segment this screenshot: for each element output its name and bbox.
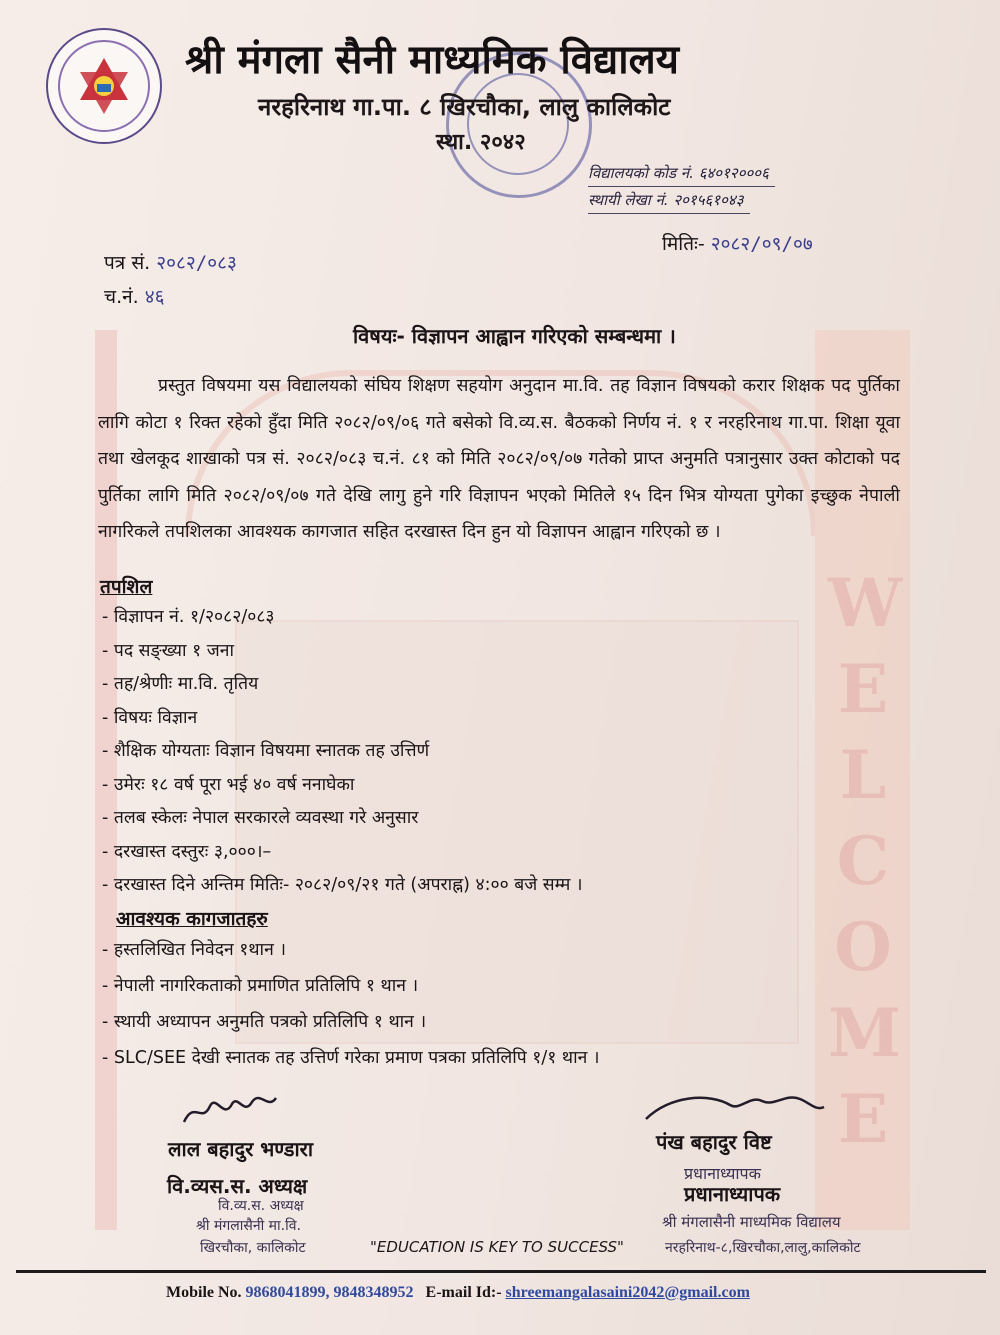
letter-body-text: प्रस्तुत विषयमा यस विद्यालयको संघिय शिक्षण सहयोग अनुदान मा.वि. तह विज्ञान विषयको करार शिक्षक पद पुर्तिका लागि कोटा १ रिक्त रहेको हुँदा मिति २०८२/०९/०६ गते बसेको वि.व्य.स. बैठकको निर्णय नं. १ र नरहरिनाथ गा.पा. शिक्षा यूवा तथा खेलकूद शाखाको पत्र सं. २०८२/०८३ च.नं. ८१ को मिति २०८२/०९/०७ गतेको प्राप्त अनुमति पत्रानुसार उक्त कोटाको पद पुर्तिका लागि मिति २०८२/०९/०७ गते देखि लागु हुने गरि विज्ञापन भएको मितिले १५ दिन भित्र योग्यता पुगेका इच्छुक नेपाली नागरिकले तपशिलका आवश्यक कागजात सहित दरखास्त दिन हुन यो विज्ञापन आह्वान गरिएको छ । bbox=[98, 376, 900, 542]
list-item: - स्थायी अध्यापन अनुमति पत्रको प्रतिलिपि १ थान । bbox=[102, 1012, 427, 1032]
chairperson-name: लाल बहादुर भण्डारा bbox=[168, 1137, 314, 1161]
account-number-label: स्थायी लेखा नं. bbox=[588, 191, 669, 209]
chairperson-role: वि.व्यस.स. अध्यक्ष bbox=[167, 1174, 308, 1198]
footer-contact bbox=[166, 1284, 750, 1302]
school-code-label: विद्यालयको कोड नं. bbox=[588, 164, 694, 182]
list-item: - विषयः विज्ञान bbox=[102, 707, 198, 728]
list-item: - दरखास्त दस्तुरः ३,०००।– bbox=[102, 841, 272, 862]
headteacher-stamp-line-1: श्री मंगलासैनी माध्यमिक विद्यालय bbox=[662, 1213, 841, 1231]
list-item: - दरखास्त दिने अन्तिम मितिः- २०८२/०९/२१ गते (अपराह्न) ४:०० बजे सम्म । bbox=[102, 875, 583, 895]
list-item: - शैक्षिक योग्यताः विज्ञान विषयमा स्नातक तह उत्तिर्ण bbox=[102, 741, 430, 761]
letter-date bbox=[662, 230, 813, 256]
mobile-numbers: 9868041899, 9848348952 bbox=[245, 1284, 414, 1301]
letter-reference bbox=[104, 246, 237, 314]
letter-subject: विषयः- विज्ञापन आह्वान गरिएको सम्बन्धमा । bbox=[353, 324, 676, 348]
list-item: - नेपाली नागरिकताको प्रमाणित प्रतिलिपि १ थान । bbox=[102, 976, 419, 996]
details-heading: तपशिल bbox=[100, 576, 153, 598]
dispatch-label: च.नं. bbox=[104, 286, 139, 308]
school-motto: "EDUCATION IS KEY TO SUCCESS" bbox=[370, 1238, 624, 1256]
school-name: श्री मंगला सैनी माध्यमिक विद्यालय bbox=[185, 37, 679, 83]
school-logo bbox=[46, 28, 162, 144]
dispatch-value: ४६ bbox=[144, 286, 165, 308]
school-address: नरहरिनाथ गा.पा. ८ खिरचौका, लालु कालिकोट bbox=[258, 93, 671, 121]
list-item: - SLC/SEE देखी स्नातक तह उत्तिर्ण गरेका प्रमाण पत्रका प्रतिलिपि १/१ थान । bbox=[102, 1048, 600, 1068]
ref-number-line bbox=[104, 246, 237, 280]
logo-star-icon bbox=[72, 54, 136, 118]
list-item: - उमेरः १८ वर्ष पूरा भई ४० वर्ष ननाघेका bbox=[102, 774, 355, 795]
established-year: स्था. २०४२ bbox=[436, 130, 526, 155]
date-label: मितिः- bbox=[662, 233, 705, 255]
headteacher-name: पंख बहादुर विष्ट bbox=[656, 1130, 772, 1154]
email-label: E-mail Id:- bbox=[425, 1284, 502, 1301]
headteacher-stamp-role: प्रधानाध्यापक bbox=[684, 1164, 761, 1183]
school-code-line bbox=[588, 160, 775, 187]
account-number-line bbox=[588, 187, 750, 214]
list-item: - पद सङ्ख्या १ जना bbox=[102, 640, 235, 661]
letter-body bbox=[98, 368, 900, 551]
dispatch-number-line bbox=[104, 280, 237, 314]
documents-list bbox=[102, 932, 600, 1076]
chairperson-stamp-line-2: श्री मंगलासैनी मा.वि. bbox=[196, 1218, 301, 1234]
email-link[interactable]: shreemangalasaini2042@gmail.com bbox=[505, 1284, 750, 1301]
mobile-label: Mobile No. bbox=[166, 1284, 242, 1301]
chairperson-signature bbox=[180, 1080, 290, 1130]
ref-value: २०८२/०८३ bbox=[156, 252, 237, 274]
school-code-value: ६४०१२०००६ bbox=[698, 164, 769, 182]
watermark-welcome-text: WELCOME bbox=[828, 564, 903, 1158]
school-codes bbox=[588, 160, 888, 214]
chairperson-stamp-line-1: वि.व्य.स. अध्यक्ष bbox=[218, 1198, 304, 1214]
details-list bbox=[102, 601, 583, 903]
date-value: २०८२/०९/०७ bbox=[710, 233, 813, 255]
chairperson-stamp-line-3: खिरचौका, कालिकोट bbox=[200, 1240, 306, 1256]
list-item: - तह/श्रेणीः मा.वि. तृतिय bbox=[102, 674, 259, 694]
footer-divider bbox=[16, 1270, 986, 1273]
account-number-value: २०१५६१०४३ bbox=[673, 191, 744, 209]
ref-label: पत्र सं. bbox=[104, 252, 151, 274]
documents-heading: आवश्यक कागजातहरु bbox=[116, 908, 268, 930]
list-item: - विज्ञापन नं. १/२०८२/०८३ bbox=[102, 607, 275, 627]
headteacher-role: प्रधानाध्यापक bbox=[684, 1182, 781, 1206]
list-item: - हस्तलिखित निवेदन १थान । bbox=[102, 940, 287, 960]
headteacher-stamp-line-2: नरहरिनाथ-८,खिरचौका,लालु,कालिकोट bbox=[665, 1240, 861, 1256]
list-item: - तलब स्केलः नेपाल सरकारले व्यवस्था गरे अनुसार bbox=[102, 808, 419, 828]
